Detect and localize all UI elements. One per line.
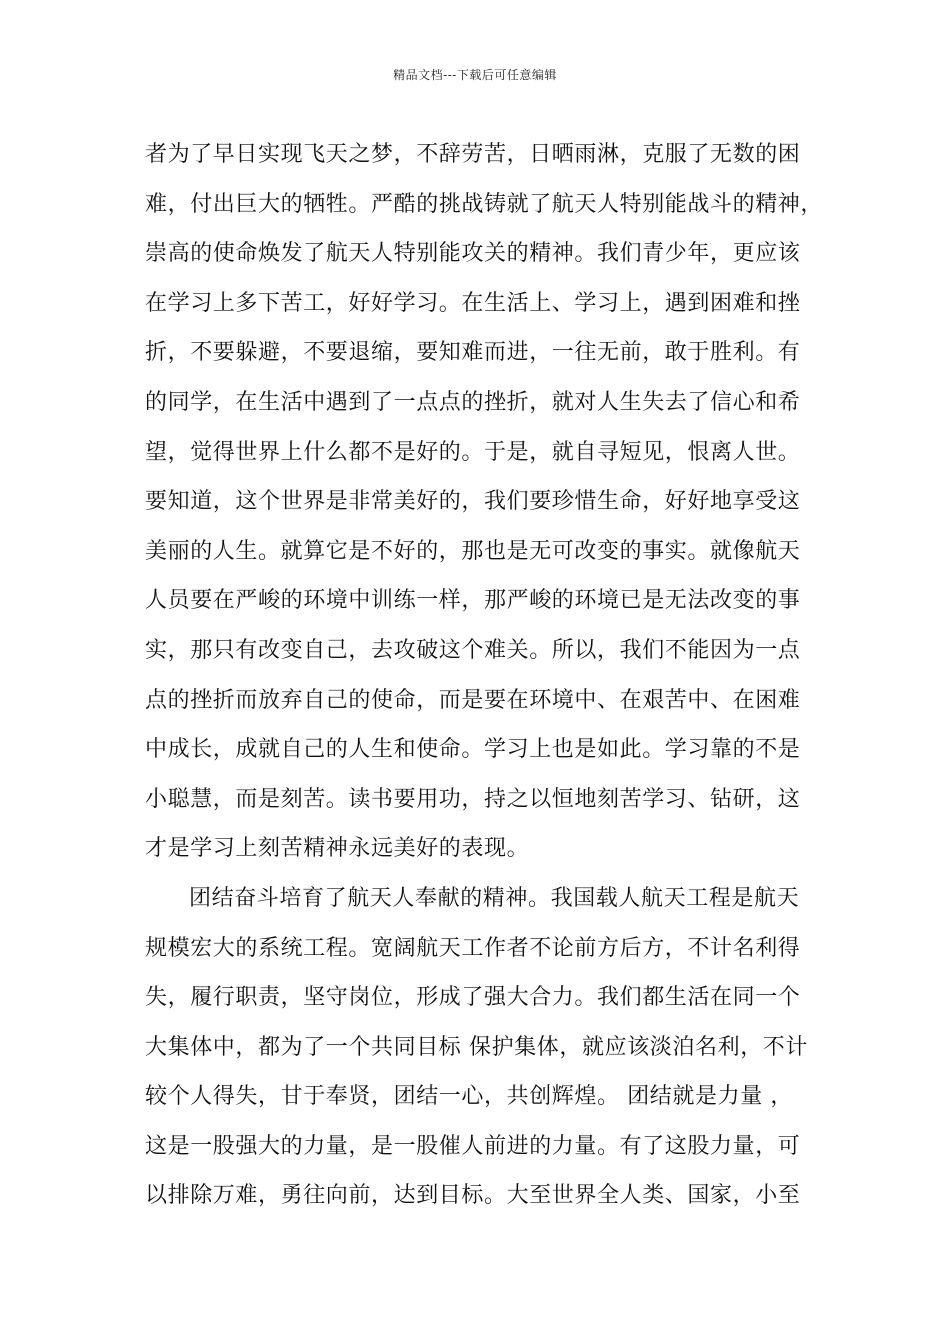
- text-line: 小聪慧，而是刻苦。读书要用功，持之以恒地刻苦学习、钻研，这: [145, 786, 801, 812]
- text-line: 者为了早日实现飞天之梦，不辞劳苦，日晒雨淋，克服了无数的困: [145, 142, 801, 167]
- text-line: 要知道，这个世界是非常美好的，我们要珍惜生命，好好地享受这: [145, 489, 801, 515]
- page-header: 精品文档---下载后可任意编辑: [393, 68, 557, 82]
- paragraph-start-line: 团结奋斗培育了航天人奉献的精神。我国载人航天工程是航天: [189, 885, 800, 911]
- text-line: 大集体中，都为了一个共同目标 保护集体，就应该淡泊名利，不计: [145, 1034, 808, 1060]
- text-line: 实，那只有改变自己，去攻破这个难关。所以，我们不能因为一点: [145, 637, 801, 663]
- text-line: 人员要在严峻的环境中训练一样，那严峻的环境已是无法改变的事: [145, 588, 801, 614]
- text-line: 失，履行职责，坚守岗位，形成了强大合力。我们都生活在同一个: [145, 985, 801, 1011]
- text-line: 折，不要躲避，不要退缩，要知难而进，一往无前，敢于胜利。有: [145, 340, 801, 366]
- text-line: 这是一股强大的力量，是一股催人前进的力量。有了这股力量，可: [145, 1133, 801, 1159]
- text-line: 点的挫折而放弃自己的使命，而是要在环境中、在艰苦中、在困难: [145, 687, 801, 713]
- text-line: 中成长，成就自己的人生和使命。学习上也是如此。学习靠的不是: [145, 737, 801, 763]
- text-line: 难，付出巨大的牺牲。严酷的挑战铸就了航天人特别能战斗的精神，: [145, 191, 824, 217]
- text-line: 望，觉得世界上什么都不是好的。于是，就自寻短见，恨离人世。: [145, 439, 801, 465]
- text-line: 美丽的人生。就算它是不好的，那也是无可改变的事实。就像航天: [145, 538, 801, 564]
- text-line: 崇高的使命焕发了航天人特别能攻关的精神。我们青少年，更应该: [145, 241, 801, 267]
- text-line: 在学习上多下苦工，好好学习。在生活上、学习上，遇到困难和挫: [145, 290, 801, 316]
- text-line: 的同学，在生活中遇到了一点点的挫折，就对人生失去了信心和希: [145, 389, 801, 415]
- body-text: [145, 130, 824, 1221]
- text-line: 才是学习上刻苦精神永远美好的表现。: [145, 836, 530, 862]
- text-line: 规模宏大的系统工程。宽阔航天工作者不论前方后方，不计名利得: [145, 935, 801, 961]
- text-line: 较个人得失，甘于奉贤，团结一心，共创辉煌。 团结就是力量 ，: [145, 1084, 793, 1110]
- text-line: 以排除万难，勇往向前，达到目标。大至世界全人类、国家，小至: [145, 1183, 801, 1209]
